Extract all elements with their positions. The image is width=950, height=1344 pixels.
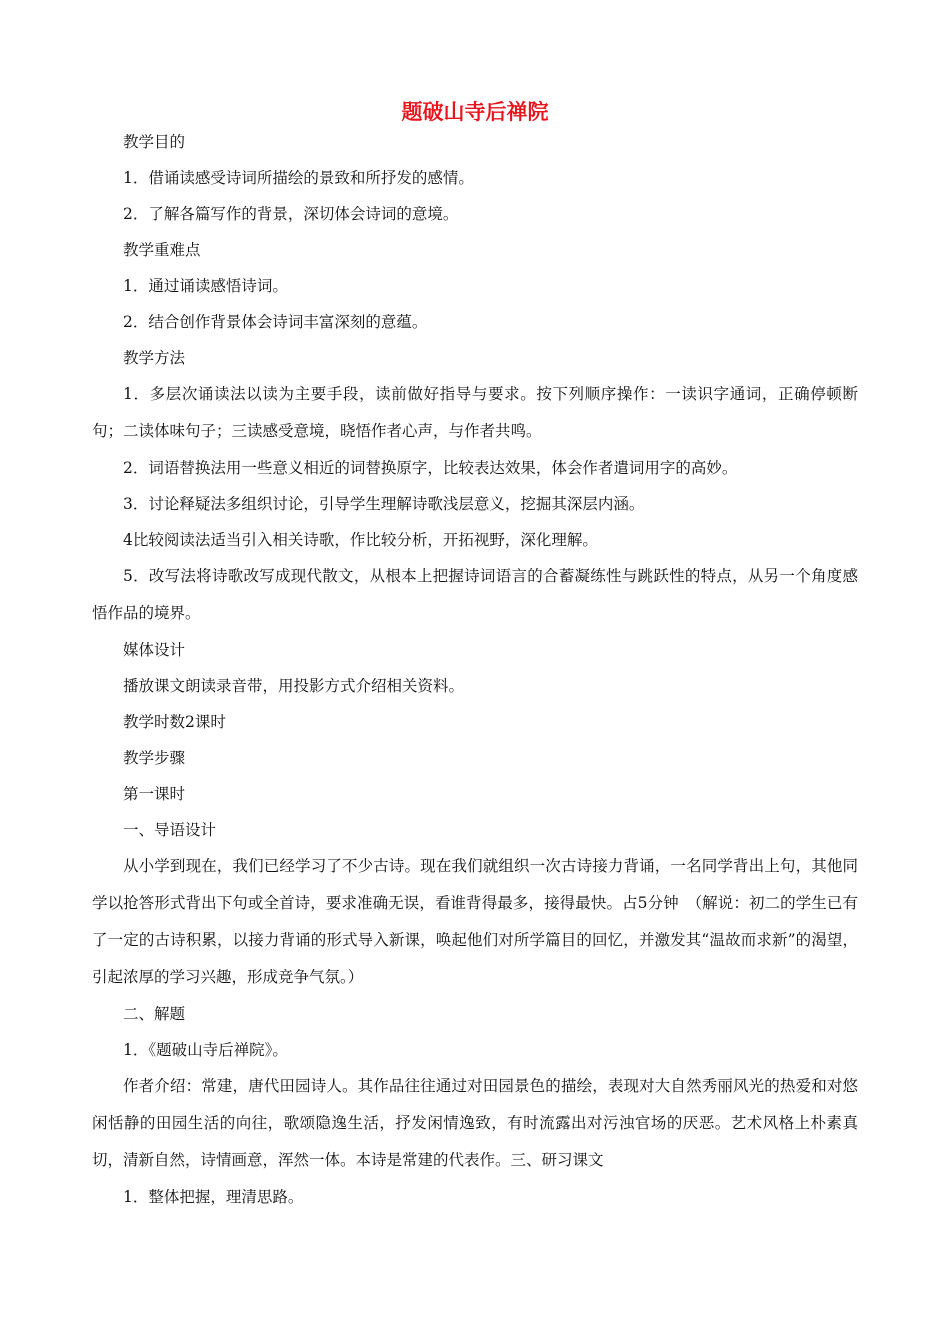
method-item-5: 5．改写法将诗歌改写成现代散文，从根本上把握诗词语言的合蓄凝练性与跳跃性的特点，从另一个角度感悟作品的境界。 bbox=[92, 567, 858, 622]
lesson-heading-first: 第一课时 bbox=[123, 785, 186, 803]
section-heading-media: 媒体设计 bbox=[123, 641, 186, 659]
objective-item-1: 1．借诵读感受诗词所描绘的景致和所抒发的感情。 bbox=[123, 169, 474, 187]
key-point-item-2: 2．结合创作背景体会诗词丰富深刻的意蕴。 bbox=[123, 313, 428, 331]
method-item-2: 2．词语替换法用一些意义相近的词替换原字，比较表达效果，体会作者遣词用字的高妙。 bbox=[123, 459, 738, 477]
method-item-3: 3．讨论释疑法多组织讨论，引导学生理解诗歌浅层意义，挖掘其深层内涵。 bbox=[123, 495, 645, 513]
method-item-4: 4比较阅读法适当引入相关诗歌，作比较分析，开拓视野，深化理解。 bbox=[123, 531, 598, 549]
step-heading-title-analysis: 二、解题 bbox=[123, 1005, 186, 1023]
step-heading-intro: 一、导语设计 bbox=[123, 821, 217, 839]
class-hours: 教学时数2课时 bbox=[123, 713, 226, 731]
document-body bbox=[92, 124, 858, 1215]
section-heading-methods: 教学方法 bbox=[123, 349, 186, 367]
objective-item-2: 2．了解各篇写作的背景，深切体会诗词的意境。 bbox=[123, 205, 459, 223]
intro-paragraph: 从小学到现在，我们已经学习了不少古诗。现在我们就组织一次古诗接力背诵，一名同学背出上句，其他同学以抢答形式背出下句或全首诗，要求准确无误，看谁背得最多，接得最快。占5分钟 （解说：初二的学生已有了一定的古诗积累，以接力背诵的形式导入新课，唤起他们对所学篇目的回忆，并激发其“温故而求新”的渴望，引起浓厚的学习兴趣，形成竞争气氛。） bbox=[92, 857, 858, 986]
study-item-1: 1．整体把握，理清思路。 bbox=[123, 1188, 304, 1206]
media-description: 播放课文朗读录音带，用投影方式介绍相关资料。 bbox=[123, 677, 465, 695]
document-title: 题破山寺后禅院 bbox=[401, 100, 549, 124]
section-heading-objectives: 教学目的 bbox=[123, 133, 186, 151]
method-item-1: 1．多层次诵读法以读为主要手段，读前做好指导与要求。按下列顺序操作：一读识字通词，正确停顿断句；二读体味句子；三读感受意境，晓悟作者心声，与作者共鸣。 bbox=[92, 385, 858, 440]
key-point-item-1: 1．通过诵读感悟诗词。 bbox=[123, 277, 288, 295]
author-introduction: 作者介绍：常建，唐代田园诗人。其作品往往通过对田园景色的描绘，表现对大自然秀丽风光的热爱和对悠闲恬静的田园生活的向往，歌颂隐逸生活，抒发闲情逸致，有时流露出对污浊官场的厌恶。艺术风格上朴素真切，清新自然，诗情画意，浑然一体。本诗是常建的代表作。三、研习课文 bbox=[92, 1077, 858, 1169]
title-analysis-item-1: 1．《题破山寺后禅院》。 bbox=[123, 1041, 288, 1059]
section-heading-key-points: 教学重难点 bbox=[123, 241, 201, 259]
section-heading-steps: 教学步骤 bbox=[123, 749, 186, 767]
